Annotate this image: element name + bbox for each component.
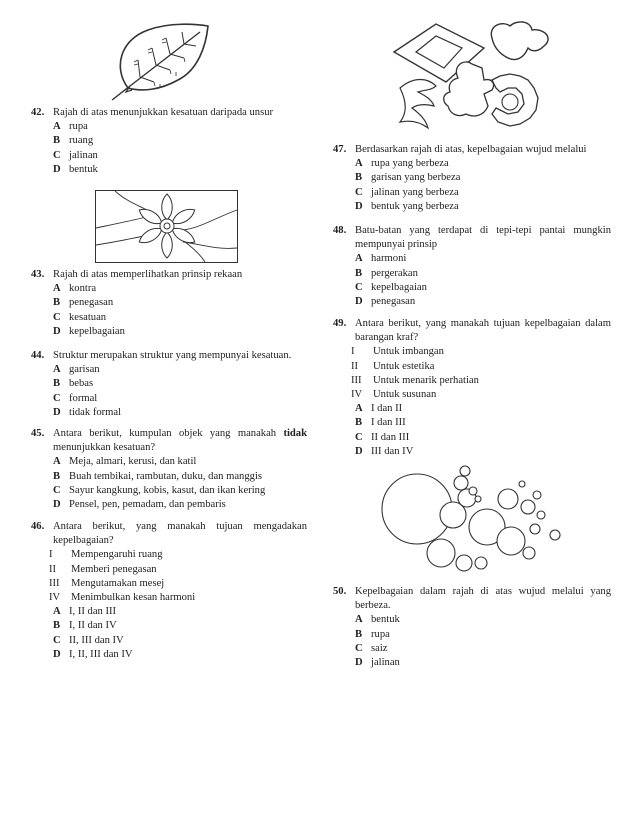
option-a[interactable]: A I dan II [355,403,403,415]
option-a[interactable]: A garisan [53,364,100,376]
stem-text: Batu-batan yang terdapat di tepi-tepi pantai mungkin mempunyai prinsip [355,225,611,251]
option-a[interactable]: A bentuk [355,614,400,626]
question-43 [31,268,307,339]
statement-ii: II Memberi penegasan [49,563,157,575]
question-stem [31,427,307,455]
stem-text: Antara berikut, yang manakah tujuan kepelbagaian dalam barangan kraf? [355,318,611,344]
option-a[interactable]: A Meja, almari, kerusi, dan katil [53,456,197,468]
option-d[interactable]: D I, II, III dan IV [53,648,133,660]
option-c[interactable]: C kepelbagaian [355,281,427,293]
question-stem [333,224,611,252]
stem-text: Struktur merupakan struktur yang mempunyai kesatuan. [53,350,292,361]
option-d[interactable]: D jalinan [355,657,400,669]
question-number: 43. [31,269,45,280]
stem-text: Kepelbagaian dalam rajah di atas wujud melalui yang berbeza. [355,586,611,612]
stem-text: Rajah di atas memperlihatkan prinsip rekaan [53,269,243,280]
option-b[interactable]: B Buah tembikai, rambutan, duku, dan manggis [53,470,263,482]
stem-text: Rajah di atas menunjukkan kesatuan daripada unsur [53,107,274,118]
option-c[interactable]: C jalinan [53,149,98,161]
question-stem [333,585,611,613]
question-stem [31,349,307,363]
question-50 [333,585,611,670]
question-49 [333,317,611,459]
option-c[interactable]: C II dan III [355,431,410,443]
question-number: 42. [31,107,45,118]
statement-iv: IV Menimbulkan kesan harmoni [49,592,196,604]
option-d[interactable]: D bentuk [53,163,98,175]
option-c[interactable]: C kesatuan [53,311,107,323]
stem-text: Berdasarkan rajah di atas, kepelbagaian wujud melalui [355,144,587,155]
option-d[interactable]: D III dan IV [355,445,414,457]
option-d[interactable]: D Pensel, pen, pemadam, dan pembaris [53,499,226,511]
leaf-figure [108,18,214,102]
flower-figure [95,190,238,263]
option-b[interactable]: B ruang [53,135,94,147]
question-number: 44. [31,350,45,361]
question-number: 50. [333,586,347,597]
option-b[interactable]: B rupa [355,628,390,640]
option-b[interactable]: B pergerakan [355,267,418,279]
option-c[interactable]: C jalinan yang berbeza [355,186,459,198]
stem-emphasis: tidak [283,428,307,439]
option-c[interactable]: C saiz [355,642,388,654]
question-stem [333,317,611,345]
question-number: 46. [31,521,45,532]
question-47 [333,143,611,214]
stem-text: Antara berikut, kumpulan objek yang manakah [53,428,284,439]
stem-text: Antara berikut, yang manakah tujuan mengadakan kepelbagaian? [53,521,307,547]
option-a[interactable]: A rupa yang berbeza [355,158,449,170]
option-b[interactable]: B bebas [53,378,94,390]
option-c[interactable]: C Sayur kangkung, kobis, kasut, dan ikan kering [53,484,266,496]
question-44 [31,349,307,420]
option-b[interactable]: B penegasan [53,297,114,309]
question-45 [31,427,307,512]
statement-iii: III Untuk menarik perhatian [351,374,479,386]
statement-iii: III Mengutamakan mesej [49,577,165,589]
statement-ii: II Untuk estetika [351,360,435,372]
statement-i: I Mempengaruhi ruang [49,549,163,561]
option-d[interactable]: D penegasan [355,296,416,308]
option-a[interactable]: A harmoni [355,253,407,265]
option-a[interactable]: A rupa [53,121,88,133]
option-a[interactable]: A I, II dan III [53,606,117,618]
option-d[interactable]: D bentuk yang berbeza [355,200,459,212]
question-number: 45. [31,428,45,439]
question-46 [31,520,307,662]
question-stem [31,106,307,120]
question-number: 49. [333,318,347,329]
option-b[interactable]: B garisan yang berbeza [355,172,461,184]
option-b[interactable]: B I, II dan IV [53,620,117,632]
option-c[interactable]: C formal [53,392,98,404]
option-c[interactable]: C II, III dan IV [53,634,124,646]
circles-figure [377,465,562,578]
statement-iv: IV Untuk susunan [351,389,437,401]
question-stem [31,268,307,282]
option-d[interactable]: D kepelbagaian [53,325,125,337]
shapes-figure [392,18,558,134]
question-48 [333,224,611,309]
stem-text-end: menunjukkan kesatuan? [53,442,156,454]
question-number: 47. [333,144,347,155]
option-b[interactable]: B I dan III [355,417,406,429]
question-stem [31,520,307,548]
option-a[interactable]: A kontra [53,283,97,295]
option-d[interactable]: D tidak formal [53,406,122,418]
question-42 [31,106,307,177]
statement-i: I Untuk imbangan [351,346,444,358]
question-stem [333,143,611,157]
question-number: 48. [333,225,347,236]
